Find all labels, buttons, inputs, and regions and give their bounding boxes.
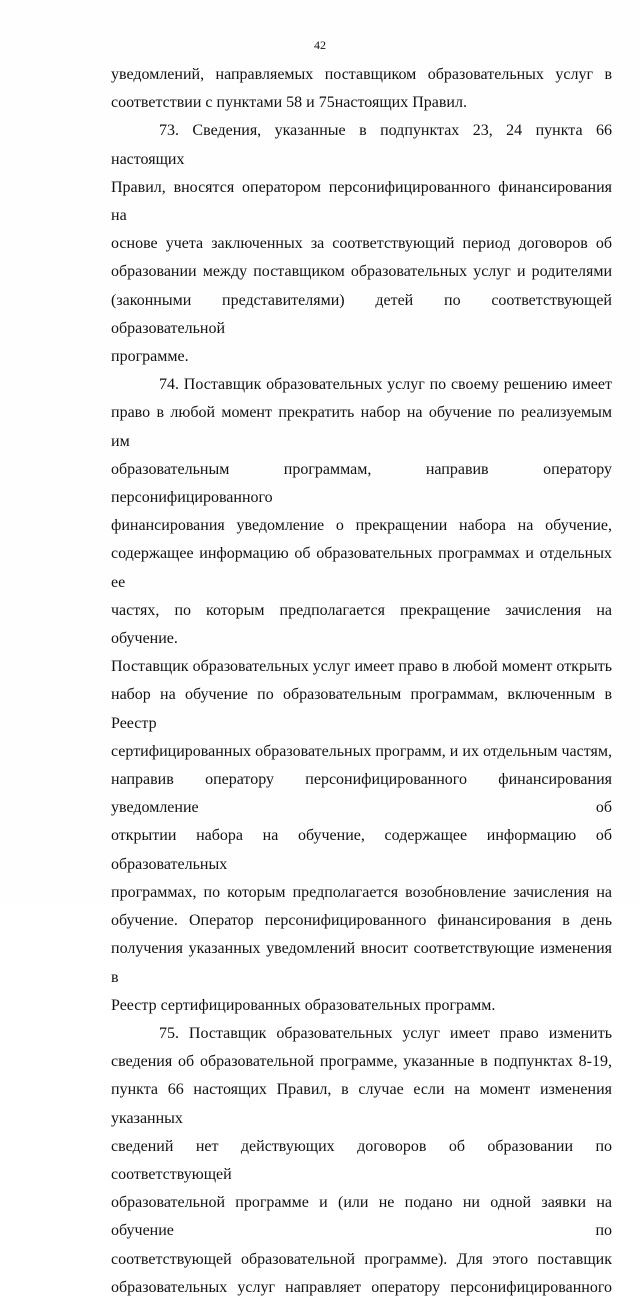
paragraph-4-line: образовательной программе и (или не подано ни одной заявки на обучение по [111, 1194, 612, 1240]
paragraph-4-line: 75. Поставщик образовательных услуг имеет право изменить [159, 1024, 612, 1042]
paragraph-3-line: частях, по которым предполагается прекращение зачисления на обучение. [111, 601, 612, 648]
document-body [111, 61, 612, 1302]
paragraph-3-last-line: Реестр сертифицированных образовательных программ. [111, 996, 496, 1014]
paragraph-3-line: получения указанных уведомлений вносит соответствующие изменения в [111, 940, 612, 986]
paragraph-3-line: образовательным программам, направив оператору персонифицированного [111, 460, 612, 507]
paragraph-3-line: Поставщик образовательных услуг имеет право в любой момент открыть [111, 658, 612, 676]
paragraph-4-line: пункта 66 настоящих Правил, в случае если на момент изменения указанных [111, 1081, 612, 1127]
paragraph-3-line: обучение. Оператор персонифицированного финансирования в день [111, 912, 612, 930]
page-number: 42 [314, 38, 326, 52]
paragraph-1-line: уведомлений, направляемых поставщиком образовательных услуг в [111, 66, 612, 83]
paragraph-2-line: образовании между поставщиком образовательных услуг и родителями [111, 263, 612, 281]
paragraph-3-line: программах, по которым предполагается возобновление зачисления на [111, 883, 612, 901]
paragraph-2-line: Правил, вносятся оператором персонифицированного финансирования на [111, 178, 612, 225]
paragraph-3-line: открытии набора на обучение, содержащее информацию об образовательных [111, 827, 612, 873]
paragraph-2-line: 73. Сведения, указанные в подпунктах 23, 24 пункта 66 настоящих [111, 122, 612, 168]
paragraph-3-line: набор на обучение по образовательным программам, включенным в Реестр [111, 686, 612, 732]
paragraph-3-line: финансирования уведомление о прекращении набора на обучение, [111, 517, 612, 535]
paragraph-2-line: (законными представителями) детей по соответствующей образовательной [111, 291, 612, 337]
paragraph-3-line: сертифицированных образовательных программ, и их отдельным частям, [111, 742, 612, 760]
paragraph-4-line: сведения об образовательной программе, указанные в подпунктах 8-19, [111, 1053, 612, 1071]
paragraph-4-line: образовательных услуг направляет оператору персонифицированного [111, 1278, 612, 1296]
paragraph-3-line: право в любой момент прекратить набор на обучение по реализуемым им [111, 404, 612, 450]
paragraph-4-line: сведений нет действующих договоров об образовании по соответствующей [111, 1137, 612, 1183]
paragraph-1-last-line: соответствии с пунктами 58 и 75настоящих Правил. [111, 94, 467, 112]
paragraph-4-line: соответствующей образовательной программе). Для этого поставщик [111, 1250, 612, 1268]
paragraph-3-line: 74. Поставщик образовательных услуг по своему решению имеет [159, 376, 612, 394]
paragraph-2-last-line: программе. [111, 348, 189, 366]
paragraph-3-line: направив оператору персонифицированного финансирования уведомление об [111, 771, 612, 817]
paragraph-3-line: содержащее информацию об образовательных программах и отдельных ее [111, 545, 612, 591]
paragraph-2-line: основе учета заключенных за соответствующий период договоров об [111, 235, 612, 253]
